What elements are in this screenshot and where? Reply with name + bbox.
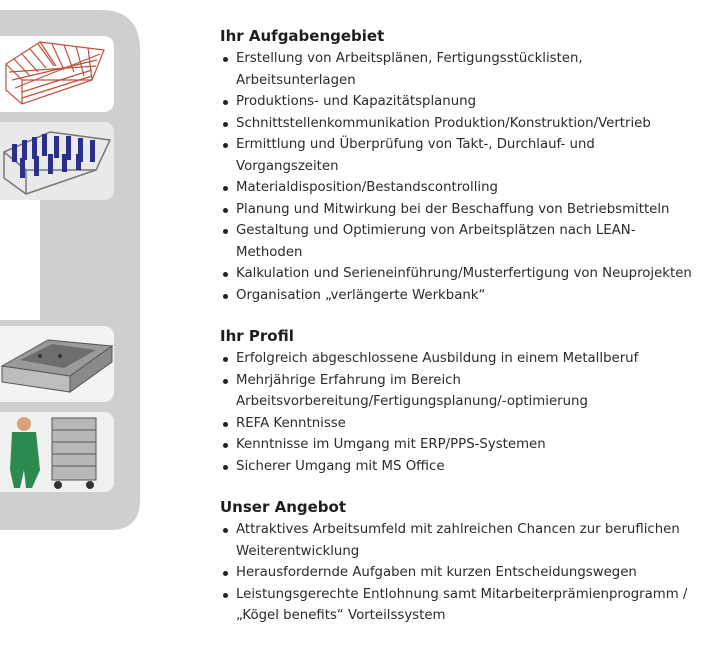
metal-housing-icon — [0, 326, 114, 402]
list-item: Erstellung von Arbeitsplänen, Fertigungsstücklisten, Arbeitsunterlagen — [220, 48, 700, 91]
list-item: Planung und Mitwirkung bei der Beschaffung von Betriebsmitteln — [220, 199, 700, 221]
section-heading: Ihr Aufgabengebiet — [220, 27, 385, 45]
section-profil — [220, 326, 700, 477]
section-aufgabengebiet — [220, 26, 700, 306]
wire-basket-image — [0, 36, 114, 112]
rack-with-blue-parts-icon — [0, 122, 114, 200]
bullet-list — [220, 519, 700, 627]
wire-basket-icon — [0, 36, 114, 112]
list-item: REFA Kenntnisse — [220, 413, 700, 435]
list-item: Erfolgreich abgeschlossene Ausbildung in einem Metallberuf — [220, 348, 700, 370]
list-item: Mehrjährige Erfahrung im Bereich Arbeitsvorbereitung/Fertigungsplanung/-optimierung — [220, 370, 700, 413]
worker-with-trolley-icon — [0, 412, 114, 492]
list-item: Sicherer Umgang mit MS Office — [220, 456, 700, 478]
bullet-list — [220, 48, 700, 306]
list-item: Herausfordernde Aufgaben mit kurzen Entscheidungswegen — [220, 562, 700, 584]
list-item: Leistungsgerechte Entlohnung samt Mitarbeiterprämienprogramm / „Kögel benefits“ Vorteilssystem — [220, 584, 700, 627]
list-item: Gestaltung und Optimierung von Arbeitsplätzen nach LEAN-Methoden — [220, 220, 700, 263]
section-heading: Unser Angebot — [220, 498, 346, 516]
section-heading: Ihr Profil — [220, 327, 294, 345]
list-item: Organisation „verlängerte Werkbank“ — [220, 285, 700, 307]
bullet-list — [220, 348, 700, 477]
rack-image — [0, 122, 114, 200]
metal-housing-image — [0, 326, 114, 402]
list-item: Materialdisposition/Bestandscontrolling — [220, 177, 700, 199]
list-item: Produktions- und Kapazitätsplanung — [220, 91, 700, 113]
worker-image — [0, 412, 114, 492]
list-item: Kenntnisse im Umgang mit ERP/PPS-Systemen — [220, 434, 700, 456]
list-item: Kalkulation und Serieneinführung/Musterfertigung von Neuprojekten — [220, 263, 700, 285]
list-item: Ermittlung und Überprüfung von Takt-, Durchlauf- und Vorgangszeiten — [220, 134, 700, 177]
section-angebot — [220, 497, 700, 627]
list-item: Schnittstellenkommunikation Produktion/Konstruktion/Vertrieb — [220, 113, 700, 135]
job-description — [220, 26, 700, 647]
list-item: Attraktives Arbeitsumfeld mit zahlreichen Chancen zur beruflichen Weiterentwicklung — [220, 519, 700, 562]
